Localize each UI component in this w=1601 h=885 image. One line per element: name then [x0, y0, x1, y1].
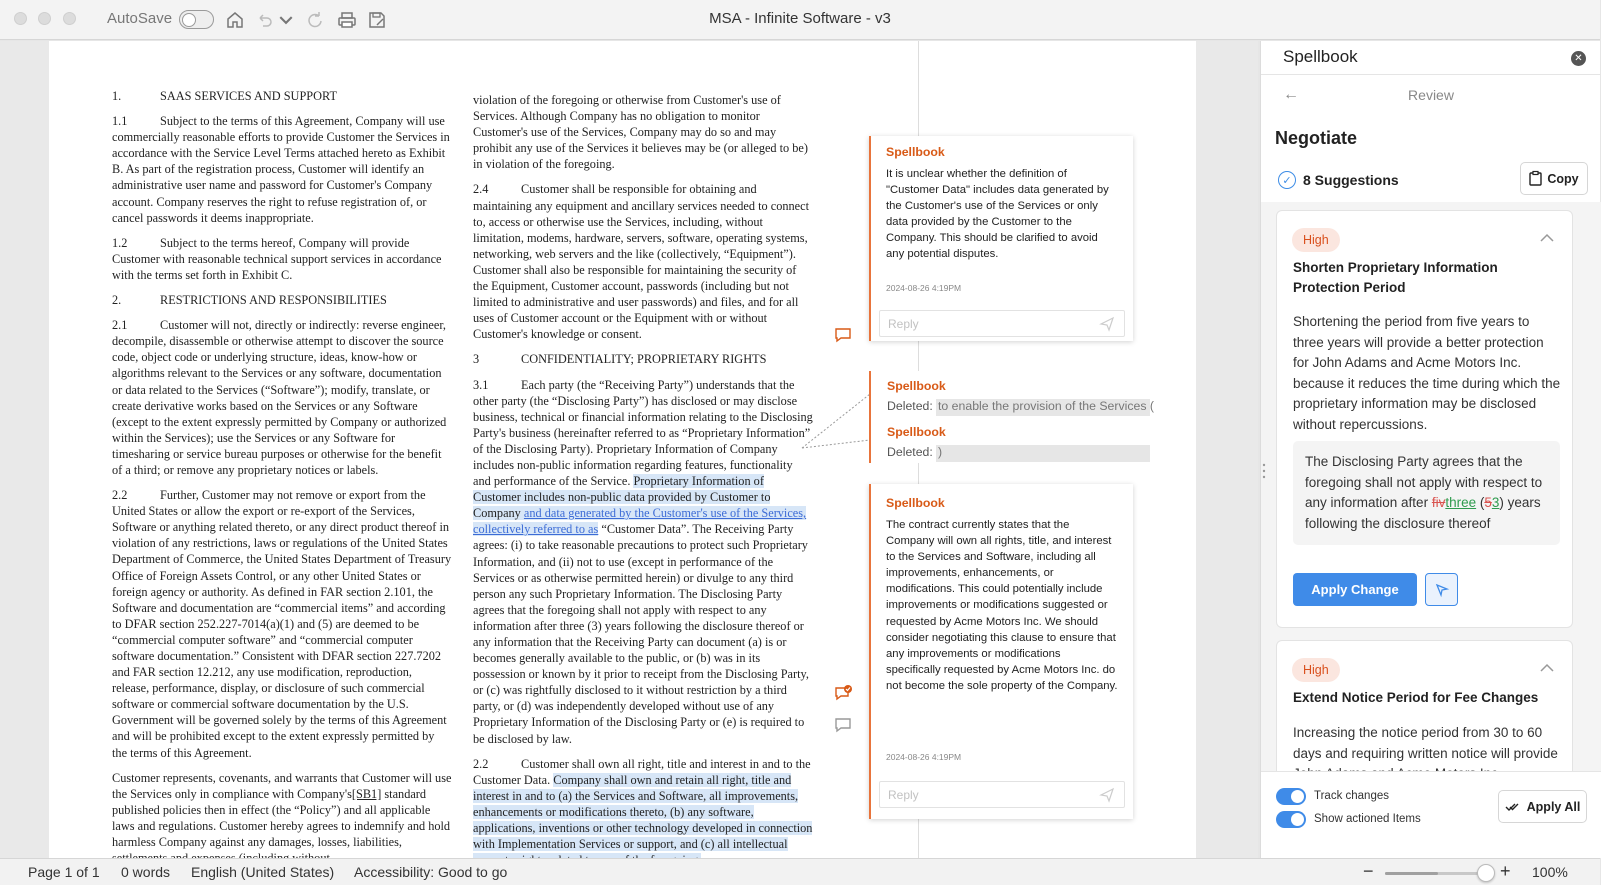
highlighted-customer-data-text[interactable]: Proprietary Information of Customer includes non-public data provided by Customer to Company — [473, 474, 771, 521]
comment-anchor-sb1[interactable]: [SB1] — [351, 786, 382, 801]
comment-reply-input[interactable]: Reply — [879, 781, 1125, 808]
clause-1-1: 1.1 Subject to the terms of this Agreement, Company will use commercially reasonable efforts to provide Customer the Services in accordance with the Service Level Terms attached hereto as Exhibit B. As part of the registration process, Customer will identify an administrative user name and password for Customer's Company account. Company reserves the right to refuse registration of, or cancel passwords it deems inappropriate. — [112, 114, 450, 225]
deleted-text: ) — [936, 445, 1150, 462]
show-actioned-label: Show actioned Items — [1314, 813, 1421, 825]
comment-body: The contract currently states that the Company will own all rights, title, and interest to the Services and Software, including all improvements, enhancements, or modifications. This could potentially include improvements or modifications suggested or requested by Acme Motors Inc. We should consider negotiating this clause to ensure that any improvements or modifications specifically requested by Acme Motors Inc. do not become the sole property of the Company. — [886, 519, 1118, 692]
clause-3-2: 2.2 Customer shall own all right, title and interest in and to the Customer Data. Company shall own and retain all right, title and interest in and to (a) the Services and Software, all improvements, enhancements or modifications thereto, (b) any software, applications, inventions or other technology developed in connection with Implementation Services or support, and (c) all intellectual — [473, 756, 813, 869]
apply-all-button[interactable]: Apply All — [1498, 790, 1587, 823]
panel-resize-handle[interactable] — [1262, 462, 1266, 480]
back-arrow-icon[interactable]: ← — [1283, 86, 1299, 103]
divider — [1261, 74, 1601, 75]
comment-connector-lines — [800, 386, 872, 456]
comment-reply-input[interactable]: Reply — [879, 310, 1125, 337]
chevron-up-icon[interactable] — [1540, 663, 1554, 673]
word-count: 0 words — [121, 864, 171, 880]
comment-icon[interactable] — [834, 327, 852, 343]
spellbook-panel — [1260, 41, 1600, 858]
deleted-text: to enable the provision of the Services ( — [936, 399, 1150, 416]
zoom-out-button[interactable]: − — [1363, 861, 1374, 881]
show-actioned-toggle[interactable] — [1276, 811, 1306, 828]
suggested-text-preview: The Disclosing Party agrees that the foregoing shall not apply with respect to any information after fivthree (53) years following the disclosure thereof — [1293, 441, 1560, 545]
section-heading-1: 1. SAAS SERVICES AND SUPPORT — [112, 89, 337, 103]
document-title: MSA - Infinite Software - v3 — [709, 10, 891, 27]
section-title: Negotiate — [1275, 128, 1358, 148]
priority-badge: High — [1292, 228, 1340, 252]
zoom-slider-fill — [1385, 872, 1438, 875]
clause-2-1: 2.1 Customer will not, directly or indirectly: reverse engineer, decompile, disassemble or otherwise attempt to discover the source code, object code or underlying structure, ideas, know-how or algorithms relevant to the Services or any software, documentation or data related to the Services (“Software”); modify, translate, or create derivative works based on the Services or any Software (except to the extent expressly permitted by Company or authorized within the Services); use the Services or any Software for timesharing or service bureau purposes or otherwise for the benefit of a third; or remove any proprietary notices or labels. — [112, 318, 447, 477]
highlighted-ownership-text[interactable]: Company shall own and retain all right, title and interest in and to (a) the Services and Software, all improvements, enhancements or modifications thereto, (b) any software, applications, inventions or other technology developed in connection with Implementation Services or support, and (c) all intellectual — [473, 773, 812, 867]
tracked-deletion[interactable]: Spellbook Deleted: ) — [869, 417, 1153, 463]
suggestion-title: Extend Notice Period for Fee Changes — [1293, 690, 1539, 705]
comment-icon[interactable] — [834, 717, 852, 733]
page-count: Page 1 of 1 — [28, 864, 100, 880]
tracked-deletion[interactable]: Spellbook Deleted: to enable the provision of the Services ( — [869, 371, 1153, 417]
zoom-slider[interactable] — [1385, 872, 1491, 875]
zoom-level: 100% — [1532, 864, 1568, 880]
comment-card[interactable] — [869, 484, 1133, 819]
locate-in-document-button[interactable] — [1425, 573, 1458, 606]
panel-nav-title: Review — [1408, 87, 1454, 103]
clause-2-2: 2.2 Further, Customer may not remove or export from the United States or allow the export or re-export of the Services, Software or anything related thereto, or any direct product thereof in violation of any restrictions, laws or regulations of the United States Department of Commerce, the United States Department of Treasury Office of Foreign Assets Control, or any other United States or foreign agency or authority. As defined in FAR section 2.101, the Software and documentation are “commercial items” and according to DFAR section 252.227-7014(a)(1) and (5) are deemed to be “commercial computer software” and “commercial computer software documentation.” Consistent with DFAR section 227.7202 and FAR section 12.212, any use modification, reproduction, release, performance, display, or disclosure of such commercial software or commercial software documentation by the U.S. Government will be governed solely by the terms of this Agreement and will be prohibited except to the extent expressly permitted by the terms of this Agreement. — [112, 488, 452, 760]
suggestion-description: Shortening the period from five years to three years will provide a better protection for John Adams and Acme Motors Inc. because it reduces the time during which the proprietary information may be disclosed without repercussions. — [1293, 314, 1561, 432]
accessibility-status[interactable]: Accessibility: Good to go — [354, 864, 508, 880]
clause-3-1: 3.1 Each party (the “Receiving Party”) understands that the other party (the “Disclosing Party”) has disclosed or may disclose business, technical or financial information relating to the Disclosing Party's business (hereinafter referred to as “Proprietary Information” of the Disclosing Party). Proprietary Information of Company includes non-public information regarding features, functionality and performance of the Service. Proprietary Information of Customer includes non-public data provided by Customer to Company and data generated by the Customer's use of the Services, collectively referred to as “Customer Data”. The Receiving Party agrees: (i) to take reasonable precautions to protect such Proprietary Information, and (ii) not to use (except in performance of the Services or as otherwise permitted herein) or divulge to any third person any such Proprietary Information. The Disclosing Party agrees that the foregoing shall not apply with respect to any information after three (3) years following the disclosure thereof or any information that the Receiving Party can document (a) is or becomes generally available to the public, or (b) was in its possession or known by it prior to receipt from the Disclosing Party, or (c) was rightfully disclosed to it without restriction by a third party, or (d) was independently developed without use of any Proprietary Information of the Disclosing Party or (e) is required to be disclosed by law. — [473, 377, 813, 746]
section-heading-3: 3 CONFIDENTIALITY; PROPRIETARY RIGHTS — [473, 352, 767, 367]
clause-customer-represents: Customer represents, covenants, and warrants that Customer will use the Services only in compliance with Company's[SB1] standard published policies then in effect (the “Policy”) and all applicable laws and regulations. Customer hereby agrees to indemnify and hold harmless Company against any damages, losses, liabilities, — [112, 770, 452, 850]
section-heading-2: 2. RESTRICTIONS AND RESPONSIBILITIES — [112, 293, 387, 308]
suggestion-card[interactable] — [1276, 210, 1573, 628]
clause-2-4: 2.4 Customer shall be responsible for obtaining and maintaining any equipment and ancillary services needed to connect to, access or otherwise use the Services, including, without limitation, modems, hardware, servers, software, operating systems, networking, web servers and the like (collectively, “Equipment”). Customer shall also be responsible for maintaining the security of the Equipment, Customer account, passwords (including but not limited to administrative and user passwords) and files, and for all uses of Customer account or the Equipment with or without Customer's knowledge or consent. — [473, 182, 809, 342]
panel-title: Spellbook — [1283, 47, 1358, 66]
copy-button[interactable]: Copy — [1520, 162, 1588, 195]
comment-card[interactable] — [869, 136, 1133, 341]
comment-author: Spellbook — [886, 496, 945, 510]
track-changes-toggle[interactable] — [1276, 788, 1306, 805]
autosave-label: AutoSave — [107, 10, 173, 27]
clause-2-3-continued: violation of the foregoing or otherwise from Customer's use of Services. Although Company has no obligation to monitor Customer's use of the Services, Company may do so and may prohibit any use of the Services it believes may be (or alleged to be) in violation of the foregoing. — [473, 93, 808, 172]
clipboard-icon — [1529, 171, 1542, 186]
check-circle-icon: ✓ — [1278, 171, 1296, 189]
zoom-slider-thumb[interactable] — [1477, 864, 1495, 882]
double-check-icon — [1505, 802, 1522, 812]
chevron-up-icon[interactable] — [1540, 233, 1554, 243]
title-bar — [0, 0, 1600, 40]
document-canvas — [0, 41, 1258, 858]
suggestion-title: Shorten Proprietary Information Protection Period — [1293, 260, 1498, 295]
comment-timestamp: 2024-08-26 4:19PM — [886, 283, 962, 293]
send-icon[interactable] — [1100, 788, 1114, 802]
priority-badge: High — [1292, 658, 1340, 682]
comment-timestamp: 2024-08-26 4:19PM — [886, 752, 962, 762]
deleted-text: fiv — [1431, 495, 1446, 510]
clause-1-2: 1.2 Subject to the terms hereof, Company will provide Customer with reasonable technical support services in accordance with the terms set forth in Exhibit C. — [112, 235, 442, 282]
suggestion-list — [1261, 202, 1601, 771]
apply-change-button[interactable]: Apply Change — [1293, 573, 1417, 606]
zoom-in-button[interactable]: + — [1500, 861, 1511, 881]
inserted-tracked-change[interactable]: and data generated by the Customer's use of the Services, collectively referred to as — [473, 506, 807, 537]
document-column-right[interactable] — [473, 92, 813, 877]
document-column-left[interactable] — [112, 88, 452, 875]
send-icon[interactable] — [1100, 317, 1114, 331]
comment-author: Spellbook — [886, 145, 945, 159]
suggestion-description: Increasing the notice period from 30 to 60 days and requiring written notice will provide — [1293, 725, 1558, 761]
cursor-arrow-icon — [1435, 583, 1449, 597]
panel-footer — [1261, 771, 1601, 858]
language-indicator[interactable]: English (United States) — [191, 864, 335, 880]
close-icon[interactable]: ✕ — [1571, 51, 1586, 66]
comment-body: It is unclear whether the definition of "Customer Data" includes data generated by the Customer's use of the Services or only data provided by the Customer to the Company. This should be clarified to avoid any potential disputes. — [886, 168, 1109, 261]
track-changes-label: Track changes — [1314, 790, 1389, 802]
status-bar — [0, 858, 1600, 885]
inserted-text: three — [1445, 495, 1477, 510]
suggestion-count: 8 Suggestions — [1303, 172, 1399, 188]
comment-resolved-icon[interactable] — [834, 685, 852, 701]
